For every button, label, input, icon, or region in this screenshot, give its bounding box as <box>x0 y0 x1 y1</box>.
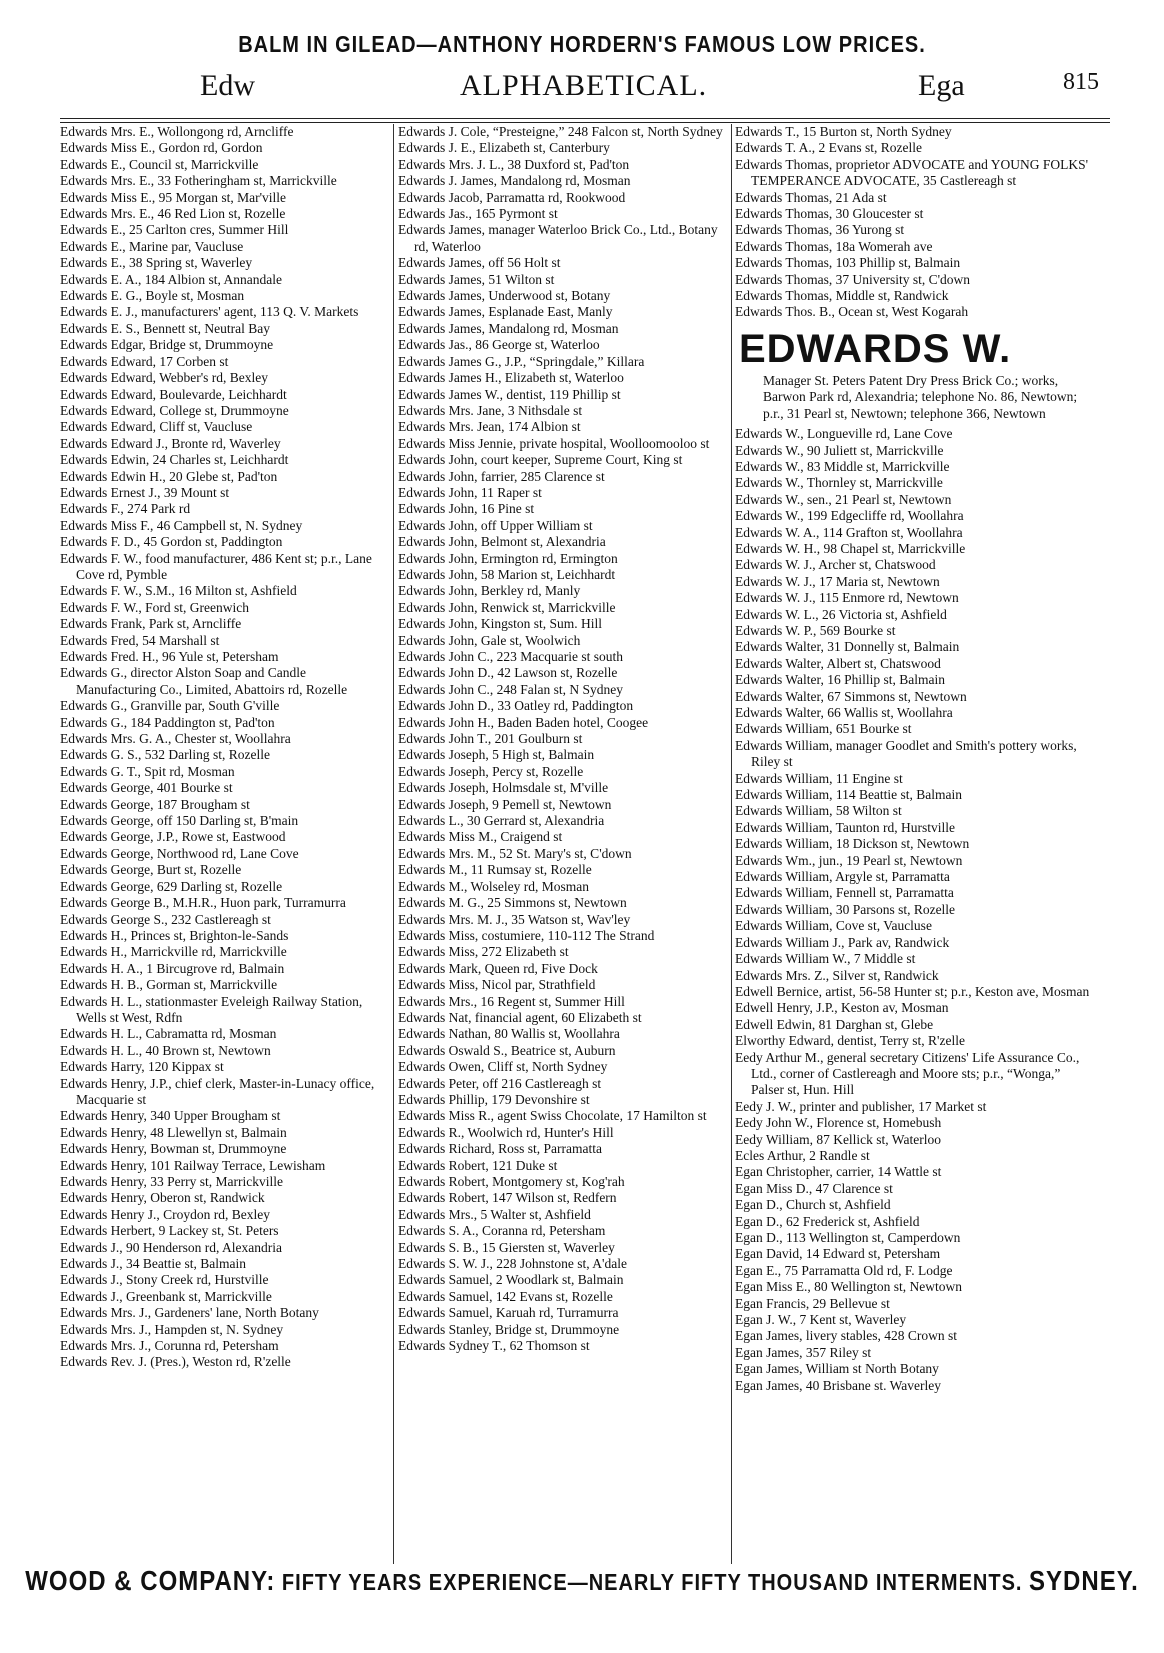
directory-entry: Edwards Edward, College st, Drummoyne <box>60 402 289 418</box>
directory-entry: Edwards Nathan, 80 Wallis st, Woollahra <box>398 1026 620 1042</box>
directory-entry: Edwards James H., Elizabeth st, Waterloo <box>398 370 624 386</box>
directory-entry: Egan James, livery stables, 428 Crown st <box>735 1328 957 1344</box>
directory-entry: Edwards G., director Alston Soap and Candle Manufacturing Co., Limited, Abattoirs rd, Rozelle <box>60 665 348 697</box>
directory-entry: Edwards Edward, 17 Corben st <box>60 353 229 369</box>
directory-entry: Edwards J. Cole, “Presteigne,” 248 Falcon st, North Sydney <box>398 124 723 139</box>
directory-entry: Edwards Robert, 121 Duke st <box>398 1157 558 1173</box>
directory-entry: Ecles Arthur, 2 Randle st <box>735 1147 870 1163</box>
header-rule <box>60 118 1110 119</box>
directory-entry: Edwards Frank, Park st, Arncliffe <box>60 616 242 632</box>
directory-entry: Edwards H., Princes st, Brighton-le-Sands <box>60 927 289 943</box>
directory-entry: Egan James, 40 Brisbane st. Waverley <box>735 1377 941 1393</box>
footer-city: SYDNEY. <box>1029 1565 1139 1597</box>
directory-entry: Edwards John C., 223 Macquarie st south <box>398 649 623 664</box>
directory-entry: Edwards Stanley, Bridge st, Drummoyne <box>398 1321 620 1337</box>
advertising-banner: BALM IN GILEAD—ANTHONY HORDERN'S FAMOUS LOW PRICES. <box>238 32 926 58</box>
directory-entry: Edwards F. W., food manufacturer, 486 Kent st; p.r., Lane Cove rd, Pymble <box>60 550 372 582</box>
directory-entry: Edwards W., sen., 21 Pearl st, Newtown <box>735 491 952 507</box>
directory-entry: Edwards William, Fennell st, Parramatta <box>735 885 954 901</box>
directory-entry: Edwards John, off Upper William st <box>398 517 593 533</box>
directory-entry: Edwards John, Kingston st, Sum. Hill <box>398 616 603 632</box>
directory-entry: Edwards Miss Jennie, private hospital, Woolloomooloo st <box>398 435 710 451</box>
column-divider <box>731 124 732 1564</box>
directory-entry: Edwards John, 16 Pine st <box>398 501 535 517</box>
directory-entry: Edwards Mrs. Jane, 3 Nithsdale st <box>398 402 583 418</box>
directory-entry: Edwards Mrs. J., Gardeners' lane, North Botany <box>60 1305 319 1321</box>
directory-entry: Edwards William, 18 Dickson st, Newtown <box>735 836 970 852</box>
directory-entry: Elworthy Edward, dentist, Terry st, R'zelle <box>735 1033 965 1049</box>
directory-entry: Edwards Mrs. E., Wollongong rd, Arncliffe <box>60 124 294 139</box>
directory-entry: Edwards Robert, Montgomery st, Kog'rah <box>398 1174 625 1189</box>
directory-entry: Edwards William, 114 Beattie st, Balmain <box>735 787 963 803</box>
directory-entry: Edwards W., Longueville rd, Lane Cove <box>735 426 953 442</box>
directory-entry: Edwards Mrs. J. L., 38 Duxford st, Pad'ton <box>398 156 630 172</box>
directory-entry: Edwards Jas., 165 Pyrmont st <box>398 206 558 222</box>
directory-entry: Edwards John, Gale st, Woolwich <box>398 632 581 648</box>
directory-entry: Edwards E., Council st, Marrickville <box>60 156 259 172</box>
directory-entry: Edwards J. James, Mandalong rd, Mosman <box>398 173 631 189</box>
directory-entry: Edwards Peter, off 216 Castlereagh st <box>398 1075 602 1091</box>
directory-entry: Edwards Richard, Ross st, Parramatta <box>398 1141 602 1157</box>
directory-entry: Edwards Edward, Webber's rd, Bexley <box>60 370 269 386</box>
directory-entry: Edwards John D., 33 Oatley rd, Paddington <box>398 698 634 714</box>
directory-entry: Edwards F. W., Ford st, Greenwich <box>60 599 250 615</box>
directory-entry: Egan D., 113 Wellington st, Camperdown <box>735 1230 961 1245</box>
directory-entry: Edwards Mrs. E., 46 Red Lion st, Rozelle <box>60 206 286 222</box>
directory-entry: Edwards Fred, 54 Marshall st <box>60 632 220 648</box>
directory-entry: Edwards Thomas, 37 University st, C'down <box>735 271 971 287</box>
directory-entry: Eedy J. W., printer and publisher, 17 Market st <box>735 1098 987 1114</box>
directory-entry: Edwards Thomas, 18a Womerah ave <box>735 238 933 254</box>
directory-entry: Edwards Wm., jun., 19 Pearl st, Newtown <box>735 852 963 868</box>
directory-entry: Edwards T. A., 2 Evans st, Rozelle <box>735 140 922 156</box>
directory-entry: Edwards Edgar, Bridge st, Drummoyne <box>60 337 274 353</box>
directory-entry: Edwards Miss R., agent Swiss Chocolate, 17 Hamilton st <box>398 1108 707 1124</box>
directory-column-2 <box>398 124 726 1564</box>
directory-entry: Edwards George, off 150 Darling st, B'main <box>60 813 299 829</box>
directory-entry: Edwards W., 90 Juliett st, Marrickville <box>735 442 944 458</box>
header-range-start: Edw <box>200 69 255 102</box>
directory-entry: Edwards John, Belmont st, Alexandria <box>398 534 606 550</box>
directory-entry: Edwards Thomas, Middle st, Randwick <box>735 288 949 304</box>
directory-entry: Edwards Henry, 33 Perry st, Marrickville <box>60 1174 283 1189</box>
directory-entry: Edwards Henry, Bowman st, Drummoyne <box>60 1141 287 1157</box>
directory-entry: Edwards Edward, Cliff st, Vaucluse <box>60 419 253 435</box>
directory-entry: Egan E., 75 Parramatta Old rd, F. Lodge <box>735 1262 953 1278</box>
directory-entry: Edwards H., Marrickville rd, Marrickville <box>60 944 287 960</box>
directory-entry: Edwards W. J., 17 Maria st, Newtown <box>735 573 940 589</box>
directory-entry: Egan Miss E., 80 Wellington st, Newtown <box>735 1279 963 1295</box>
directory-entry: Edwell Henry, J.P., Keston av, Mosman <box>735 1000 949 1016</box>
directory-entry: Edwards Mrs., 16 Regent st, Summer Hill <box>398 993 625 1009</box>
directory-entry: Edwards James, Esplanade East, Manly <box>398 304 613 320</box>
directory-entry: Edwards Mrs. M., 52 St. Mary's st, C'down <box>398 845 632 861</box>
directory-entry: Edwards Henry, 48 Llewellyn st, Balmain <box>60 1124 287 1140</box>
directory-entry: Edwards Miss M., Craigend st <box>398 829 563 845</box>
directory-entry: Edwards James, off 56 Holt st <box>398 255 561 271</box>
directory-entry: Edwards William, 30 Parsons st, Rozelle <box>735 901 956 917</box>
directory-entry: Edwards E. A., 184 Albion st, Annandale <box>60 271 282 287</box>
page-header <box>0 65 1164 115</box>
directory-entry: Edwards E. G., Boyle st, Mosman <box>60 288 245 304</box>
directory-entry: Edwards Miss, 272 Elizabeth st <box>398 944 569 960</box>
footer-advertisement <box>0 1566 1164 1598</box>
directory-entry: Edwards James, 51 Wilton st <box>398 271 555 287</box>
directory-entry: Edwards Miss E., Gordon rd, Gordon <box>60 140 263 156</box>
directory-entry: Egan James, 357 Riley st <box>735 1344 872 1360</box>
directory-entry: Edwards Joseph, Percy st, Rozelle <box>398 763 584 779</box>
directory-entry: Edwards W. J., 115 Enmore rd, Newtown <box>735 590 959 606</box>
directory-entry: Edwards Miss, costumiere, 110-112 The Strand <box>398 927 655 943</box>
directory-entry: Edwards Mrs. J., Corunna rd, Petersham <box>60 1338 279 1354</box>
directory-entry: Edwards Miss E., 95 Morgan st, Mar'ville <box>60 189 287 205</box>
directory-entry: Edwards John, farrier, 285 Clarence st <box>398 468 605 484</box>
directory-entry: Edwards M., 11 Rumsay st, Rozelle <box>398 862 592 878</box>
display-entry-body: Manager St. Peters Patent Dry Press Brick Co.; works, Barwon Park rd, Alexandria; telephone No. 86, Newtown; p.r., 31 Pearl st, Newtown; telephone 366, Newtown <box>763 372 1078 421</box>
directory-entry: Edwards Mrs. J., Hampden st, N. Sydney <box>60 1321 284 1337</box>
directory-entry: Edwards Miss, Nicol par, Strathfield <box>398 977 596 993</box>
header-rule-secondary <box>60 122 1110 123</box>
directory-entry: Edwards Samuel, 142 Evans st, Rozelle <box>398 1288 613 1304</box>
column-3-bottom-list <box>735 426 1095 1394</box>
directory-entry: Edwards Edward, Boulevarde, Leichhardt <box>60 386 287 402</box>
directory-entry: Edwards John, Renwick st, Marrickville <box>398 599 616 615</box>
directory-entry: Edwards Thos. B., Ocean st, West Kogarah <box>735 304 969 320</box>
footer-slogan: FIFTY YEARS EXPERIENCE—NEARLY FIFTY THOUSAND INTERMENTS. <box>281 1570 1023 1596</box>
directory-entry: Edwards George, 187 Brougham st <box>60 796 250 812</box>
directory-entry: Edwards W. P., 569 Bourke st <box>735 622 896 638</box>
directory-entry: Edwards G., 184 Paddington st, Pad'ton <box>60 714 275 730</box>
column-divider <box>393 124 394 1564</box>
directory-entry: Edwards James, manager Waterloo Brick Co., Ltd., Botany rd, Waterloo <box>398 222 718 254</box>
directory-entry: Edwards W., 199 Edgecliffe rd, Woollahra <box>735 508 964 524</box>
directory-entry: Edwards F., 274 Park rd <box>60 501 191 517</box>
directory-entry: Edwards Phillip, 179 Devonshire st <box>398 1091 590 1107</box>
directory-entry: Edwards Owen, Cliff st, North Sydney <box>398 1059 608 1075</box>
directory-entry: Edwards E. S., Bennett st, Neutral Bay <box>60 320 270 336</box>
directory-entry: Edwards F. D., 45 Gordon st, Paddington <box>60 534 283 550</box>
directory-entry: Edwards John H., Baden Baden hotel, Coogee <box>398 714 649 730</box>
directory-entry: Edwards Henry, 340 Upper Brougham st <box>60 1108 281 1124</box>
directory-entry: Eedy Arthur M., general secretary Citizens' Life Assurance Co., Ltd., corner of Castlereagh and Moore sts; p.r., “Wonga,” Palser st, Hun. Hill <box>735 1049 1080 1098</box>
directory-entry: Edwards Henry, Oberon st, Randwick <box>60 1190 265 1206</box>
directory-entry: Edwards Mark, Queen rd, Five Dock <box>398 960 598 976</box>
directory-entry: Edwards James G., J.P., “Springdale,” Killara <box>398 353 645 369</box>
directory-entry: Edwards George, 401 Bourke st <box>60 780 233 796</box>
directory-entry: Edwards Joseph, 9 Pemell st, Newtown <box>398 796 612 812</box>
directory-entry: Edwards William W., 7 Middle st <box>735 951 916 967</box>
directory-entry: Edwards Fred. H., 96 Yule st, Petersham <box>60 649 279 664</box>
header-range-end: Ega <box>918 69 965 102</box>
directory-entry: Eedy John W., Florence st, Homebush <box>735 1115 942 1131</box>
directory-entry: Edwards E., 38 Spring st, Waverley <box>60 255 253 271</box>
directory-entry: Edwards Samuel, Karuah rd, Turramurra <box>398 1305 619 1321</box>
directory-entry: Edwards H. B., Gorman st, Marrickville <box>60 977 278 993</box>
header-title: ALPHABETICAL. <box>460 69 708 102</box>
directory-entry: Edwards G. T., Spit rd, Mosman <box>60 763 235 779</box>
directory-entry: Egan D., Church st, Ashfield <box>735 1197 891 1213</box>
directory-entry: Edwards Joseph, Holmsdale st, M'ville <box>398 780 609 796</box>
directory-entry: Edwards George B., M.H.R., Huon park, Turramurra <box>60 895 346 911</box>
directory-entry: Edwards William J., Park av, Randwick <box>735 934 950 950</box>
directory-entry: Edwards Mrs., 5 Walter st, Ashfield <box>398 1206 591 1222</box>
directory-entry: Edwards Samuel, 2 Woodlark st, Balmain <box>398 1272 624 1288</box>
directory-entry: Edwards Thomas, 30 Gloucester st <box>735 206 924 222</box>
directory-entry: Edwards Robert, 147 Wilson st, Redfern <box>398 1190 617 1206</box>
directory-entry: Edwards Mrs. Jean, 174 Albion st <box>398 419 581 435</box>
directory-entry: Edwell Edwin, 81 Darghan st, Glebe <box>735 1016 934 1032</box>
directory-entry: Egan D., 62 Frederick st, Ashfield <box>735 1213 920 1229</box>
directory-entry: Edwards M., Wolseley rd, Mosman <box>398 878 590 894</box>
directory-entry: Edwards Jas., 86 George st, Waterloo <box>398 337 600 353</box>
directory-entry: Edwards S. B., 15 Giersten st, Waverley <box>398 1239 615 1255</box>
directory-entry: Edwards Sydney T., 62 Thomson st <box>398 1338 590 1354</box>
directory-entry: Eedy William, 87 Kellick st, Waterloo <box>735 1131 941 1147</box>
directory-entry: Edwards James, Mandalong rd, Mosman <box>398 320 619 336</box>
directory-entry: Edwards Herbert, 9 Lackey st, St. Peters <box>60 1223 279 1239</box>
directory-entry: Edwards Thomas, 21 Ada st <box>735 189 887 205</box>
directory-entry: Edwards James, Underwood st, Botany <box>398 288 611 304</box>
column-3-top-list <box>735 124 1095 321</box>
directory-entry: Edwards Walter, 31 Donnelly st, Balmain <box>735 639 960 655</box>
directory-entry: Edwards John, 11 Raper st <box>398 484 542 500</box>
directory-entry: Edwards S. A., Coranna rd, Petersham <box>398 1223 606 1239</box>
directory-entry: Edwards Henry, 101 Railway Terrace, Lewisham <box>60 1157 326 1173</box>
directory-column-1 <box>60 124 388 1564</box>
directory-entry: Edwards W. H., 98 Chapel st, Marrickville <box>735 540 966 556</box>
directory-entry: Edwards William, Taunton rd, Hurstville <box>735 819 955 835</box>
directory-entry: Egan James, William st North Botany <box>735 1361 939 1377</box>
directory-entry: Edwards George S., 232 Castlereagh st <box>60 911 271 927</box>
directory-entry: Edwards H. L., Cabramatta rd, Mosman <box>60 1026 277 1042</box>
directory-entry: Edwards Thomas, 103 Phillip st, Balmain <box>735 255 961 271</box>
directory-entry: Edwards E. J., manufacturers' agent, 113 Q. V. Markets <box>60 304 359 320</box>
directory-entry: Edwards Walter, 16 Phillip st, Balmain <box>735 672 945 688</box>
directory-entry: Edwards J., Greenbank st, Marrickville <box>60 1288 272 1304</box>
directory-entry: Edwards Mrs. E., 33 Fotheringham st, Marrickville <box>60 173 337 189</box>
directory-entry: Egan Christopher, carrier, 14 Wattle st <box>735 1164 942 1180</box>
directory-entry: Edwards E., Marine par, Vaucluse <box>60 238 244 254</box>
directory-entry: Edwards John, Berkley rd, Manly <box>398 583 581 599</box>
directory-entry: Edwards Joseph, 5 High st, Balmain <box>398 747 595 763</box>
directory-entry: Edwards Henry J., Croydon rd, Bexley <box>60 1206 270 1222</box>
directory-entry: Egan J. W., 7 Kent st, Waverley <box>735 1312 907 1328</box>
display-entry-heading: EDWARDS W. <box>739 326 1012 371</box>
directory-entry: Edwards Thomas, 36 Yurong st <box>735 222 905 238</box>
directory-entry: Edwards John D., 42 Lawson st, Rozelle <box>398 665 618 681</box>
directory-entry: Edwards W. L., 26 Victoria st, Ashfield <box>735 606 947 622</box>
directory-entry: Edwards Edwin H., 20 Glebe st, Pad'ton <box>60 468 278 484</box>
directory-entry: Edwards William, 58 Wilton st <box>735 803 902 819</box>
directory-entry: Edwards Walter, 67 Simmons st, Newtown <box>735 688 967 704</box>
directory-entry: Edwards G. S., 532 Darling st, Rozelle <box>60 747 270 763</box>
directory-entry: Edwards Mrs. Z., Silver st, Randwick <box>735 967 939 983</box>
directory-entry: Edwards William, 11 Engine st <box>735 770 903 786</box>
directory-entry: Edwards Miss F., 46 Campbell st, N. Sydney <box>60 517 303 533</box>
directory-entry: Edwards Edwin, 24 Charles st, Leichhardt <box>60 452 289 468</box>
directory-entry: Edwards Harry, 120 Kippax st <box>60 1059 224 1075</box>
directory-entry: Edwards E., 25 Carlton cres, Summer Hill <box>60 222 289 238</box>
directory-entry: Edwards John, Ermington rd, Ermington <box>398 550 618 566</box>
directory-entry: Edwards Henry, J.P., chief clerk, Master-in-Lunacy office, Macquarie st <box>60 1075 375 1107</box>
directory-entry: Edwards H. L., 40 Brown st, Newtown <box>60 1042 271 1058</box>
directory-entry: Edwards George, Northwood rd, Lane Cove <box>60 845 299 861</box>
footer-company: WOOD & COMPANY: <box>25 1565 276 1597</box>
directory-entry: Edwards William, Cove st, Vaucluse <box>735 918 932 934</box>
directory-entry: Edwards M. G., 25 Simmons st, Newtown <box>398 895 627 911</box>
directory-entry: Edwards George, Burt st, Rozelle <box>60 862 242 878</box>
directory-entry: Edwards H. A., 1 Bircugrove rd, Balmain <box>60 960 285 976</box>
directory-entry: Edwards S. W. J., 228 Johnstone st, A'dale <box>398 1256 627 1272</box>
page-number: 815 <box>1063 69 1099 95</box>
directory-entry: Edwards Thomas, proprietor ADVOCATE and YOUNG FOLKS' TEMPERANCE ADVOCATE, 35 Castlereagh st <box>735 156 1089 189</box>
directory-entry: Edwards R., Woolwich rd, Hunter's Hill <box>398 1124 614 1140</box>
directory-entry: Edwards Oswald S., Beatrice st, Auburn <box>398 1042 616 1058</box>
directory-entry: Egan Francis, 29 Bellevue st <box>735 1295 890 1311</box>
directory-entry: Edwards Edward J., Bronte rd, Waverley <box>60 435 281 451</box>
directory-entry: Egan David, 14 Edward st, Petersham <box>735 1246 941 1262</box>
directory-entry: Edwards William, 651 Bourke st <box>735 721 912 737</box>
directory-entry: Edwards George, 629 Darling st, Rozelle <box>60 878 283 894</box>
directory-entry: Edwards James W., dentist, 119 Phillip st <box>398 386 621 402</box>
directory-entry: Egan Miss D., 47 Clarence st <box>735 1180 893 1196</box>
directory-entry: Edwards Ernest J., 39 Mount st <box>60 484 230 500</box>
directory-entry: Edwell Bernice, artist, 56-58 Hunter st; p.r., Keston ave, Mosman <box>735 983 1090 999</box>
directory-entry: Edwards F. W., S.M., 16 Milton st, Ashfield <box>60 583 297 599</box>
directory-entry: Edwards Mrs. G. A., Chester st, Woollahra <box>60 731 291 747</box>
directory-entry: Edwards W. A., 114 Grafton st, Woollahra <box>735 524 963 540</box>
directory-entry: Edwards William, manager Goodlet and Smith's pottery works, Riley st <box>735 737 1077 770</box>
directory-entry: Edwards W. J., Archer st, Chatswood <box>735 557 936 573</box>
directory-entry: Edwards J. E., Elizabeth st, Canterbury <box>398 140 610 156</box>
directory-entry: Edwards Jacob, Parramatta rd, Rookwood <box>398 189 626 205</box>
directory-entry: Edwards John C., 248 Falan st, N Sydney <box>398 681 623 697</box>
directory-entry: Edwards John T., 201 Goulburn st <box>398 731 583 747</box>
directory-entry: Edwards Walter, Albert st, Chatswood <box>735 655 941 671</box>
directory-entry: Edwards Nat, financial agent, 60 Elizabeth st <box>398 1009 642 1025</box>
directory-entry: Edwards W., 83 Middle st, Marrickville <box>735 458 950 474</box>
directory-entry: Edwards William, Argyle st, Parramatta <box>735 869 950 885</box>
directory-entry: Edwards L., 30 Gerrard st, Alexandria <box>398 813 605 829</box>
directory-entry: Edwards John, 58 Marion st, Leichhardt <box>398 566 616 582</box>
directory-entry: Edwards Walter, 66 Wallis st, Woollahra <box>735 705 953 720</box>
directory-entry: Edwards H. L., stationmaster Eveleigh Railway Station, Wells st West, Rdfn <box>60 993 363 1025</box>
directory-column-3 <box>735 124 1095 1564</box>
directory-entry: Edwards G., Granville par, South G'ville <box>60 698 280 714</box>
directory-entry: Edwards W., Thornley st, Marrickville <box>735 475 943 491</box>
directory-entry: Edwards Rev. J. (Pres.), Weston rd, R'zelle <box>60 1354 291 1370</box>
directory-entry: Edwards J., 34 Beattie st, Balmain <box>60 1256 246 1272</box>
directory-entry: Edwards George, J.P., Rowe st, Eastwood <box>60 829 286 845</box>
directory-entry: Edwards J., Stony Creek rd, Hurstville <box>60 1272 269 1288</box>
directory-entry: Edwards J., 90 Henderson rd, Alexandria <box>60 1239 282 1255</box>
directory-entry: Edwards Mrs. M. J., 35 Watson st, Wav'ley <box>398 911 631 927</box>
directory-entry: Edwards John, court keeper, Supreme Court, King st <box>398 452 683 468</box>
directory-entry: Edwards T., 15 Burton st, North Sydney <box>735 124 952 139</box>
